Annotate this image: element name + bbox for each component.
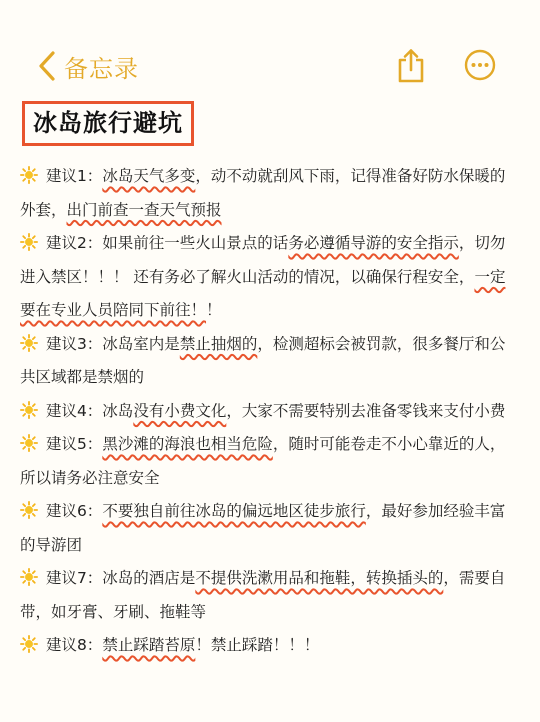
sun-icon (20, 434, 38, 452)
share-icon[interactable] (396, 48, 426, 84)
item-text: ，检测超标会被罚款，很多餐厅和公共区域都是禁烟的 (20, 334, 506, 386)
item-highlight: 黑沙滩的海浪也相当危险 (102, 435, 273, 453)
item-highlight: 一定要在专业人员陪同下前往！ (20, 267, 506, 319)
item-prefix: 建议3：冰岛室内是 (45, 334, 180, 353)
note-body (20, 160, 520, 663)
note-item (20, 227, 520, 328)
item-text: ，需要自带，如牙膏、牙刷、拖鞋等 (20, 569, 506, 621)
item-text: ，大家不需要特别去准备零钱来支付小费 (226, 401, 506, 420)
item-highlight: 禁止抽烟的 (179, 334, 258, 353)
item-highlight: 禁止踩踏苔原 (102, 636, 196, 654)
note-item (20, 395, 520, 429)
back-label: 备忘录 (64, 54, 139, 83)
item-prefix: 建议7：冰岛的酒店是 (45, 569, 196, 587)
note-item (20, 495, 520, 562)
item-prefix: 建议5： (45, 435, 103, 453)
item-prefix: 建议4：冰岛 (45, 401, 134, 420)
item-text: ，最好参加经验丰富的导游团 (20, 502, 506, 554)
item-highlight: 没有小费文化 (133, 401, 227, 420)
item-text: ，随时可能卷走不小心靠近的人，所以请务必注意安全 (20, 435, 506, 487)
sun-icon (20, 568, 38, 586)
sun-icon (20, 166, 38, 184)
item-text: ！禁止踩踏！！！ (195, 636, 320, 654)
item-prefix: 建议8： (45, 636, 103, 654)
note-item (20, 562, 520, 629)
chevron-left-icon (36, 49, 58, 83)
sun-icon (20, 233, 38, 251)
item-prefix: 建议1： (45, 167, 103, 185)
note-title: 冰岛旅行避坑 (22, 101, 194, 146)
item-prefix: 建议2：如果前往一些火山景点的话 (45, 234, 289, 252)
back-button[interactable] (36, 46, 139, 86)
item-highlight: 不要独自前往冰岛的偏远地区徒步旅行 (102, 502, 366, 520)
note-item (20, 629, 520, 663)
item-text: ！ (206, 301, 222, 319)
sun-icon (20, 635, 38, 653)
note-item (20, 428, 520, 495)
sun-icon (20, 501, 38, 519)
sun-icon (20, 401, 38, 419)
item-highlight: 不提供洗漱用品和拖鞋，转换插头的 (195, 569, 444, 587)
item-prefix: 建议6： (45, 502, 103, 520)
more-options-icon[interactable] (464, 49, 496, 81)
item-highlight: 冰岛天气多变 (102, 167, 196, 185)
note-item (20, 160, 520, 227)
item-text: ，动不动就刮风下雨，记得准备好防水保暖的外套， (20, 167, 506, 219)
item-highlight: 务必遵循导游的安全指示 (288, 234, 459, 252)
item-highlight: 出门前查一查天气预报 (66, 200, 222, 219)
note-item (20, 328, 520, 395)
item-text: ，切勿进入禁区！！！ 还有务必了解火山活动的情况，以确保行程安全， (20, 234, 506, 286)
sun-icon (20, 334, 38, 352)
